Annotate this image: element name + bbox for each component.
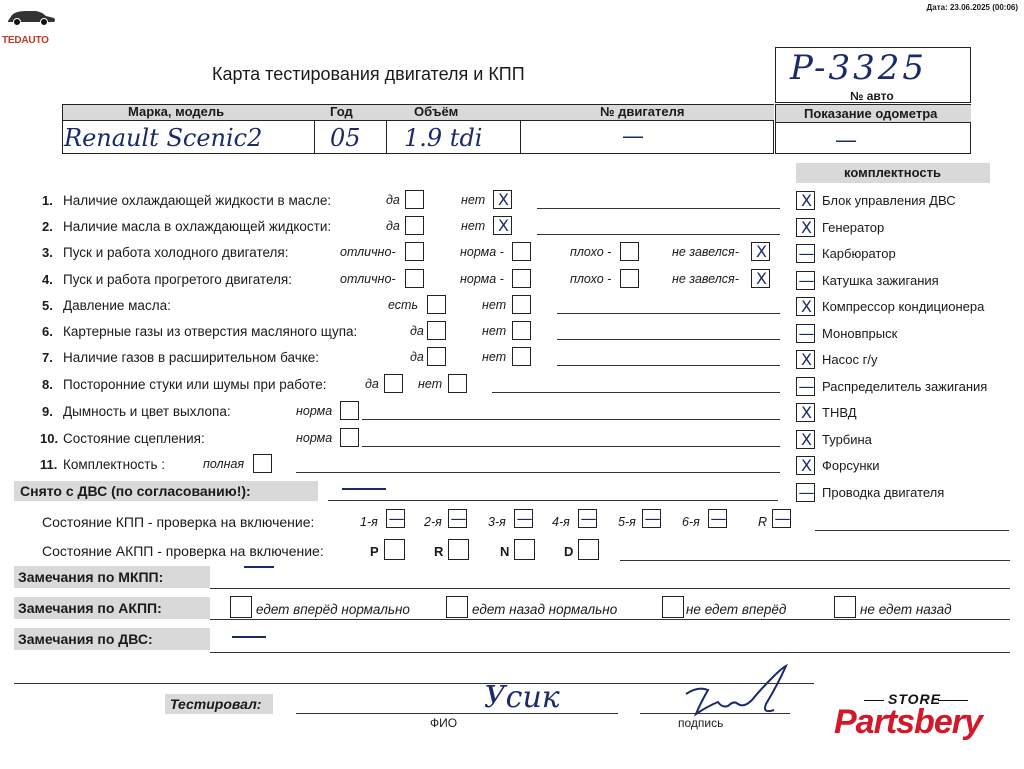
gear-checkbox[interactable]	[578, 539, 599, 560]
check-mark: —	[710, 509, 727, 528]
checklist-num: 11.	[40, 457, 58, 472]
option-checkbox[interactable]	[620, 269, 639, 288]
option-checkbox[interactable]	[512, 347, 531, 366]
watermark-rule	[938, 700, 968, 701]
completeness-item-label: Блок управления ДВС	[822, 193, 956, 208]
header-divider	[62, 120, 774, 121]
option-checkbox[interactable]	[427, 321, 446, 340]
car-icon	[2, 6, 58, 28]
option-checkbox[interactable]	[405, 216, 424, 235]
completeness-item-label: Форсунки	[822, 458, 880, 473]
gear-checkbox[interactable]	[386, 509, 405, 528]
akpp-remark-checkbox[interactable]	[446, 596, 468, 618]
option-label: нет	[461, 193, 486, 207]
check-mark: X	[801, 350, 812, 369]
removed-line	[328, 500, 778, 501]
answer-line	[537, 234, 780, 235]
check-mark: X	[756, 242, 767, 261]
remark-mkpp-label: Замечания по МКПП:	[18, 569, 164, 585]
watermark-store: STORE	[888, 691, 941, 707]
brand-logo	[2, 6, 62, 46]
completeness-item-label: Моновпрыск	[822, 325, 898, 341]
year-value: 05	[330, 124, 361, 152]
option-label: нет	[482, 324, 507, 338]
akpp-dash	[244, 566, 274, 568]
completeness-checkbox[interactable]	[796, 244, 815, 263]
check-mark: —	[388, 509, 405, 528]
completeness-checkbox[interactable]	[796, 377, 815, 396]
option-checkbox[interactable]	[405, 190, 424, 209]
completeness-checkbox[interactable]	[796, 297, 815, 316]
completeness-item-label: Проводка двигателя	[822, 484, 945, 500]
check-mark: X	[756, 269, 767, 288]
col-engine: № двигателя	[600, 104, 685, 119]
gear-label: D	[564, 544, 574, 559]
remark-dvs-label: Замечания по ДВС:	[18, 631, 153, 647]
option-checkbox[interactable]	[448, 374, 467, 393]
option-label: не завелся-	[672, 272, 739, 286]
checklist-label: Пуск и работа холодного двигателя:	[63, 245, 289, 260]
option-label: да	[386, 219, 400, 233]
option-checkbox[interactable]	[620, 242, 639, 261]
remark-akpp-line	[210, 619, 1010, 620]
check-mark: X	[498, 190, 509, 209]
checklist-num: 10.	[40, 431, 59, 446]
gear-label: 2-я	[424, 515, 442, 529]
removed-label: Снято с ДВС (по согласованию!):	[20, 483, 251, 499]
signature	[678, 664, 798, 724]
akpp-remark-option: едет вперёд нормально	[256, 602, 410, 617]
option-checkbox[interactable]	[427, 295, 446, 314]
kpp-label: Состояние КПП - проверка на включение:	[42, 514, 315, 530]
answer-line	[362, 446, 780, 447]
akpp-remark-checkbox[interactable]	[230, 596, 252, 618]
akpp-remark-option: не едет назад	[860, 602, 952, 617]
completeness-checkbox[interactable]	[796, 403, 815, 422]
gear-label: 4-я	[552, 515, 570, 529]
gear-checkbox[interactable]	[384, 539, 405, 560]
volume-value: 1.9 tdi	[404, 124, 483, 152]
auto-number-label: № авто	[850, 89, 894, 103]
check-mark: X	[498, 216, 509, 235]
check-mark: X	[801, 297, 812, 316]
option-label: не завелся-	[672, 245, 739, 259]
gear-checkbox[interactable]	[448, 509, 467, 528]
gear-checkbox[interactable]	[514, 509, 533, 528]
removed-dash	[342, 488, 386, 490]
completeness-item-label: Компрессор кондиционера	[822, 299, 985, 314]
checklist-label: Картерные газы из отверстия масляного щупа:	[63, 324, 358, 339]
option-checkbox[interactable]	[751, 242, 770, 261]
option-checkbox[interactable]	[405, 269, 424, 288]
check-mark: —	[798, 244, 815, 263]
completeness-checkbox[interactable]	[796, 191, 815, 210]
remark-dvs-line	[210, 652, 1010, 653]
option-label: да	[365, 377, 379, 391]
remark-dvs-dash	[232, 636, 266, 638]
gear-label: 5-я	[618, 515, 636, 529]
tester-name: Усик	[484, 680, 560, 715]
check-mark: —	[774, 509, 791, 528]
check-mark: —	[798, 323, 815, 343]
checklist-num: 4.	[42, 272, 53, 287]
akpp-label: Состояние АКПП - проверка на включение:	[42, 543, 324, 559]
check-mark: X	[801, 217, 812, 237]
completeness-item-label: ТНВД	[822, 405, 857, 420]
completeness-item-label: Генератор	[822, 219, 885, 235]
option-label: отлично-	[340, 245, 396, 259]
gear-label: P	[370, 544, 379, 559]
option-label: норма -	[460, 245, 504, 259]
completeness-checkbox[interactable]	[796, 430, 815, 449]
date-stamp: Дата: 23.06.2025 (00:06)	[926, 3, 1018, 12]
checklist-num: 2.	[42, 219, 53, 234]
option-label: нет	[418, 377, 443, 391]
option-label: нет	[482, 350, 507, 364]
checklist-num: 8.	[42, 377, 53, 392]
check-mark: —	[798, 270, 815, 290]
check-mark: —	[798, 376, 815, 396]
checklist-label: Посторонние стуки или шумы при работе:	[63, 377, 327, 392]
option-label: есть	[388, 298, 419, 312]
answer-line	[557, 339, 780, 340]
option-checkbox[interactable]	[512, 321, 531, 340]
checklist-num: 5.	[42, 298, 53, 313]
completeness-checkbox[interactable]	[796, 350, 815, 369]
completeness-item-label: Карбюратор	[822, 246, 896, 261]
gear-checkbox[interactable]	[448, 539, 469, 560]
check-mark: X	[801, 403, 812, 422]
engine-value: —	[622, 124, 644, 149]
akpp-remark-checkbox[interactable]	[662, 596, 684, 618]
option-label: норма -	[460, 272, 504, 286]
option-label: нет	[482, 298, 507, 312]
check-mark: X	[801, 191, 812, 210]
option-label: плохо -	[570, 245, 612, 259]
option-checkbox[interactable]	[751, 269, 770, 288]
check-mark: X	[801, 456, 812, 475]
option-checkbox[interactable]	[253, 454, 272, 473]
checklist-label: Состояние сцепления:	[63, 431, 205, 446]
sign-label: подпись	[678, 716, 724, 730]
option-checkbox[interactable]	[493, 190, 512, 209]
option-label: норма	[296, 404, 333, 418]
akpp-remark-option: не едет вперёд	[686, 602, 787, 617]
option-label: да	[410, 324, 424, 338]
akpp-line	[620, 560, 1010, 561]
completeness-item-label: Распределитель зажигания	[822, 378, 988, 394]
answer-line	[362, 419, 780, 420]
gear-label: R	[434, 544, 444, 559]
gear-label: 1-я	[360, 515, 378, 529]
checklist-label: Комплектность :	[63, 457, 166, 472]
kpp-line	[815, 530, 1009, 531]
gear-label: N	[500, 544, 510, 559]
gear-checkbox[interactable]	[708, 509, 727, 528]
checklist-num: 1.	[42, 193, 53, 208]
check-mark: —	[450, 509, 467, 528]
answer-line	[296, 472, 780, 473]
gear-checkbox[interactable]	[578, 509, 597, 528]
option-checkbox[interactable]	[512, 295, 531, 314]
gear-label: 3-я	[488, 515, 506, 529]
option-label: отлично-	[340, 272, 396, 286]
check-mark: —	[516, 509, 533, 528]
check-mark: X	[801, 429, 812, 449]
form-title: Карта тестирования двигателя и КПП	[212, 64, 525, 84]
answer-line	[557, 365, 780, 366]
option-checkbox[interactable]	[493, 216, 512, 235]
gear-checkbox[interactable]	[514, 539, 535, 560]
completeness-title: комплектность	[844, 165, 941, 180]
odometer-divider	[775, 122, 971, 123]
col-model: Марка, модель	[128, 104, 225, 119]
checklist-num: 7.	[42, 350, 53, 365]
auto-number-value: P-3325	[790, 48, 928, 88]
completeness-checkbox[interactable]	[796, 456, 815, 475]
option-checkbox[interactable]	[427, 347, 446, 366]
check-mark: —	[798, 482, 815, 502]
completeness-checkbox[interactable]	[796, 324, 815, 343]
akpp-remark-checkbox[interactable]	[834, 596, 856, 618]
option-checkbox[interactable]	[340, 428, 359, 447]
watermark-rule	[864, 700, 884, 701]
odometer-value: —	[835, 128, 857, 153]
gear-label: 6-я	[682, 515, 700, 529]
option-label: да	[386, 193, 400, 207]
checklist-num: 9.	[42, 404, 53, 419]
model-value: Renault Scenic2	[64, 124, 263, 152]
completeness-item-label: Турбина	[822, 431, 872, 447]
gear-checkbox[interactable]	[642, 509, 661, 528]
col-year: Год	[330, 104, 353, 119]
odometer-label: Показание одометра	[804, 106, 938, 121]
fio-label: ФИО	[430, 716, 458, 730]
answer-line	[557, 313, 780, 314]
gear-checkbox[interactable]	[772, 509, 791, 528]
completeness-checkbox[interactable]	[796, 271, 815, 290]
gear-label: R	[758, 515, 768, 529]
watermark	[820, 679, 1018, 763]
checklist-num: 3.	[42, 245, 53, 260]
checklist-num: 6.	[42, 324, 53, 339]
option-label: полная	[203, 457, 245, 471]
checklist-label: Пуск и работа прогретого двигателя:	[63, 272, 292, 287]
option-checkbox[interactable]	[405, 242, 424, 261]
col-volume: Объём	[414, 104, 459, 119]
completeness-checkbox[interactable]	[796, 218, 815, 237]
option-label: да	[410, 350, 424, 364]
option-checkbox[interactable]	[512, 242, 531, 261]
option-label: норма	[296, 431, 333, 445]
completeness-item-label: Катушка зажигания	[822, 272, 939, 288]
watermark-brand: Partsbery	[834, 703, 982, 741]
fio-line	[296, 713, 618, 714]
answer-line	[492, 392, 780, 393]
answer-line	[537, 208, 780, 209]
checklist-label: Наличие охлаждающей жидкости в масле:	[63, 193, 332, 208]
check-mark: —	[644, 509, 661, 528]
remark-akpp-label: Замечания по АКПП:	[18, 600, 162, 616]
checklist-label: Давление масла:	[63, 298, 171, 313]
checklist-label: Дымность и цвет выхлопа:	[63, 404, 231, 419]
option-label: плохо -	[570, 272, 612, 286]
completeness-checkbox[interactable]	[796, 483, 815, 502]
checklist-label: Наличие масла в охлаждающей жидкости:	[63, 219, 332, 234]
check-mark: —	[580, 509, 597, 528]
option-checkbox[interactable]	[512, 269, 531, 288]
completeness-item-label: Насос г/у	[822, 352, 878, 367]
option-label: нет	[461, 219, 486, 233]
brand-logo-text: TEDAUTO	[2, 35, 49, 46]
option-checkbox[interactable]	[384, 374, 403, 393]
akpp-remark-option: едет назад нормально	[472, 602, 618, 617]
checklist-label: Наличие газов в расширительном бачке:	[63, 350, 320, 365]
tested-label: Тестировал:	[170, 696, 262, 712]
option-checkbox[interactable]	[340, 401, 359, 420]
remark-mkpp-line	[210, 588, 1010, 589]
